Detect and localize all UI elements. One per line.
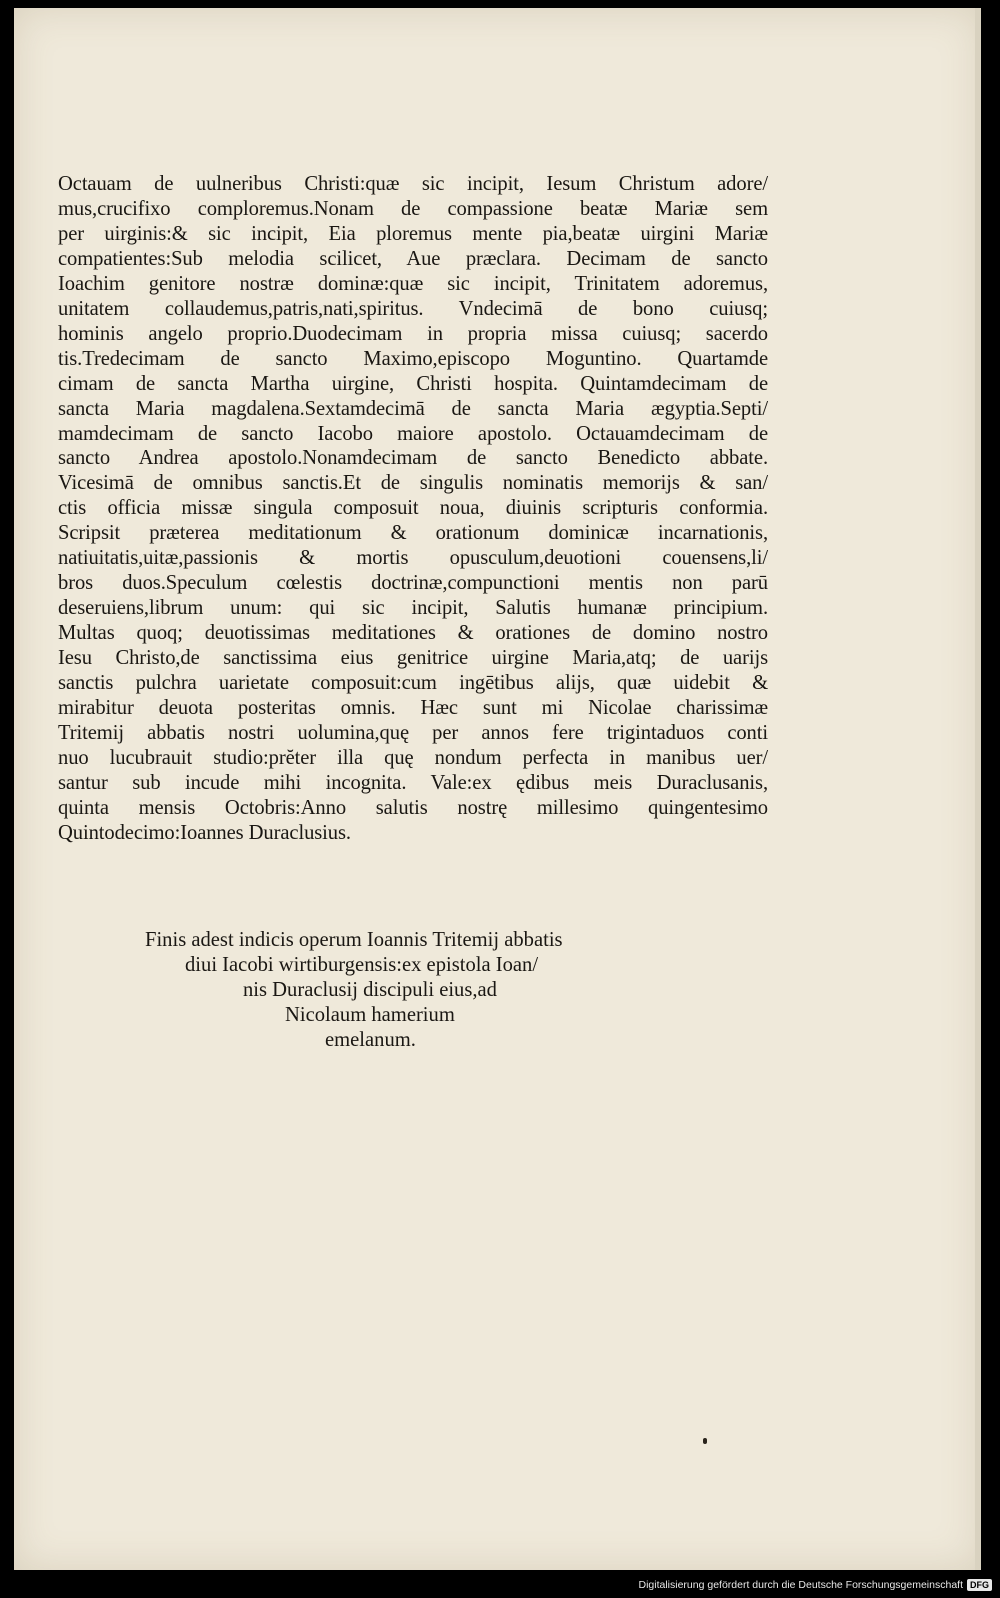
colophon-line: emelanum. — [325, 1029, 416, 1051]
text-line: mus,crucifixo comploremus.Nonam de compassione beatæ Mariæ sem — [58, 197, 768, 220]
text-line: Quintodecimo:Ioannes Duraclusius. — [58, 821, 351, 844]
text-line: Vicesimā de omnibus sanctis.Et de singulis nominatis memorijs & san/ — [58, 472, 768, 495]
colophon-line: Nicolaum hamerium — [285, 1004, 455, 1026]
colophon-line: diui Iacobi wirtiburgensis:ex epistola Ioan/ — [185, 954, 539, 976]
text-line: deseruiens,librum unum: qui sic incipit, Salutis humanæ principium. — [58, 597, 768, 620]
text-line: sanctis pulchra uarietate composuit:cum ingētibus alijs, quæ uidebit & — [58, 672, 768, 695]
text-line: hominis angelo proprio.Duodecimam in propria missa cuiusq; sacerdo — [58, 322, 768, 345]
page-edge — [975, 8, 981, 1570]
colophon-line: nis Duraclusij discipuli eius,ad — [243, 979, 497, 1001]
ink-speck — [703, 1438, 707, 1444]
text-line: mamdecimam de sancto Iacobo maiore apostolo. Octauamdecimam de — [58, 422, 768, 445]
text-line: tis.Tredecimam de sancto Maximo,episcopo Moguntino. Quartamde — [58, 347, 768, 370]
text-line: Octauam de uulneribus Christi:quæ sic incipit, Iesum Christum adore/ — [58, 173, 768, 195]
colophon-line: Finis adest indicis operum Ioannis Tritemij abbatis — [145, 929, 563, 951]
text-line: Iesu Christo,de sanctissima eius genitrice uirgine Maria,atq; de uarijs — [58, 647, 768, 670]
colophon-block — [145, 928, 665, 1053]
text-line: Scripsit præterea meditationum & orationum dominicæ incarnationis, — [58, 522, 768, 545]
text-line: bros duos.Speculum cœlestis doctrinæ,compunctioni mentis non parū — [58, 572, 768, 595]
text-line: cimam de sancta Martha uirgine, Christi hospita. Quintamdecimam de — [58, 372, 768, 395]
text-line: per uirginis:& sic incipit, Eia ploremus mente pia,beatæ uirgini Mariæ — [58, 222, 768, 245]
text-line: mirabitur deuota posteritas omnis. Hæc sunt mi Nicolae charissimæ — [58, 697, 768, 720]
text-line: sancto Andrea apostolo.Nonamdecimam de sancto Benedicto abbate. — [58, 447, 768, 470]
text-line: ctis officia missæ singula composuit noua, diuinis scripturis conformia. — [58, 497, 768, 520]
text-line: compatientes:Sub melodia scilicet, Aue præclara. Decimam de sancto — [58, 247, 768, 270]
text-line: santur sub incude mihi incognita. Vale:ex ędibus meis Duraclusanis, — [58, 771, 768, 794]
text-line: quinta mensis Octobris:Anno salutis nostrę millesimo quingentesimo — [58, 796, 768, 819]
footer-text: Digitalisierung gefördert durch die Deutsche Forschungsgemeinschaft — [638, 1579, 963, 1591]
digitization-footer — [638, 1574, 992, 1596]
main-text-block — [58, 172, 768, 846]
text-line: Tritemij abbatis nostri uolumina,quę per annos fere trigintaduos conti — [58, 721, 768, 744]
text-line: Ioachim genitore nostræ dominæ:quæ sic incipit, Trinitatem adoremus, — [58, 272, 768, 295]
text-line: natiuitatis,uitæ,passionis & mortis opusculum,deuotioni couensens,li/ — [58, 547, 768, 570]
dfg-logo-icon: DFG — [967, 1579, 992, 1591]
text-line: Multas quoq; deuotissimas meditationes & orationes de domino nostro — [58, 622, 768, 645]
text-line: unitatem collaudemus,patris,nati,spiritus. Vndecimā de bono cuiusq; — [58, 297, 768, 320]
text-line: sancta Maria magdalena.Sextamdecimā de sancta Maria ægyptia.Septi/ — [58, 397, 768, 420]
text-line: nuo lucubrauit studio:prĕter illa quę nondum perfecta in manibus uer/ — [58, 746, 768, 769]
